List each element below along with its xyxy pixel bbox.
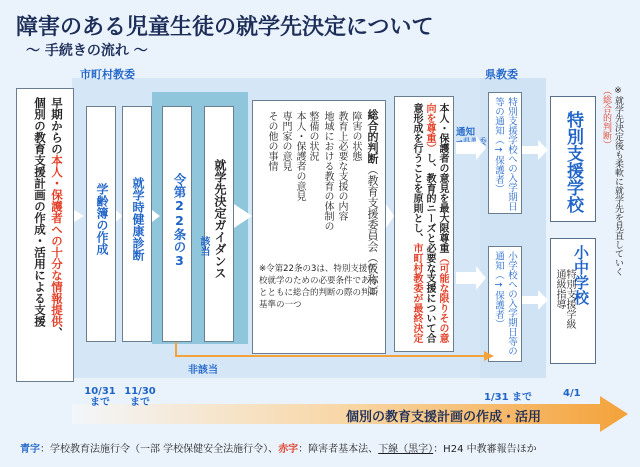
prefectural-label: 県教委 xyxy=(485,68,518,81)
special-notice-text: 特別支援学校への入学期日等の通知（→保護者） xyxy=(493,97,517,211)
decision-col3: し、教育的ニーズと必要な支援について合意 xyxy=(411,103,435,343)
decision-col1: 本人・保護者の意見を最大限尊重 xyxy=(437,103,448,253)
legend-red-text: ：障害者基本法、 xyxy=(298,444,379,455)
legend-underline-label: 下線（黒字） xyxy=(378,444,434,455)
elem-school-label: 小中学校 xyxy=(572,245,590,305)
decision-arrows xyxy=(456,136,548,310)
judgment-note: ※令第22条の3は、特別支援学校就学のための必要条件であるとともに総合的判断の際の判断基準の一つ xyxy=(259,264,379,310)
left-info-col1: 早期からの xyxy=(50,97,64,155)
judgment-item-6: その他の事情 xyxy=(266,111,277,171)
left-info-red: 本人・保護者への十分な情報提供 xyxy=(50,154,64,327)
judgment-item-4: 本人・保護者の意見 xyxy=(294,111,305,201)
special-school-label: 特別支援学校 xyxy=(563,111,583,213)
left-info-col2: 個別の教育支援計画の作成・活用による支援 xyxy=(33,97,47,327)
page-subtitle: ～ 手続きの流れ ～ xyxy=(26,43,148,59)
notice-sub: →県教委 xyxy=(456,137,487,146)
step-guidance-label: 就学先決定ガイダンス xyxy=(213,159,227,279)
page-title: 障害のある児童生徒の就学先決定について xyxy=(16,15,434,40)
elem-school-sub2: 通級指導 xyxy=(554,269,565,309)
judgment-item-2: 教育上必要な支援の内容 xyxy=(336,111,347,221)
decision-red1: （可能な限りその意 xyxy=(437,253,448,343)
step-health-label: 就学時健康診断 xyxy=(131,177,145,261)
step-register-label: 学齢簿の作成 xyxy=(95,183,109,255)
decision-red3: 市町村教委が最終決定 xyxy=(411,243,422,343)
bottom-arrow-label: 個別の教育支援計画の作成・活用 xyxy=(346,410,542,425)
step-article-label: 令第22条の3 xyxy=(172,173,187,268)
elem-school-sub1: 特別支援学級 xyxy=(564,269,575,329)
legend-red-label: 赤字 xyxy=(278,444,299,455)
judgment-item-1: 障害の状態 xyxy=(350,111,361,161)
date-2: 11/30 まで xyxy=(124,386,156,408)
non-applicable-arrowhead xyxy=(484,351,494,361)
legend-underline-text: ：H24 中教審報告ほか xyxy=(433,444,537,455)
judgment-title-paren: （教育支援委員会（仮称）） xyxy=(366,164,379,302)
non-applicable-arrow xyxy=(176,342,486,356)
white-chevrons xyxy=(74,204,394,228)
judgment-item-3: 地域における教育の体制の整備の状況 xyxy=(307,111,333,231)
date-3: 1/31 まで xyxy=(484,392,533,403)
gaito-label: 該当 xyxy=(198,236,209,256)
notice-text: 通知 xyxy=(456,127,476,138)
legend-blue-label: 青字 xyxy=(20,444,40,455)
municipal-label: 市町村教委 xyxy=(80,68,135,81)
decision-red2: 向を尊重） xyxy=(424,103,435,153)
legend-blue-text: ：学校教育法施行令（一部 学校保健安全法施行令）、 xyxy=(40,444,279,455)
right-note-red: （総合的判断） xyxy=(601,86,611,149)
elem-notice-text: 小学校への入学期日等の通知（→保護者） xyxy=(493,251,517,356)
left-info-comma: 、 xyxy=(50,327,64,339)
decision-col4: 形成を行うことを原則とし、 xyxy=(411,113,422,243)
judgment-item-5: 専門家の意見 xyxy=(280,111,291,171)
hi-gaito-label: 非該当 xyxy=(188,365,218,376)
right-note-text: ※就学先決定後も柔軟に就学先を見直していく xyxy=(613,86,623,276)
judgment-title: 総合的判断 xyxy=(366,109,379,164)
date-4: 4/1 xyxy=(563,388,581,399)
date-1: 10/31 まで xyxy=(84,386,116,408)
footer-legend xyxy=(20,440,537,455)
